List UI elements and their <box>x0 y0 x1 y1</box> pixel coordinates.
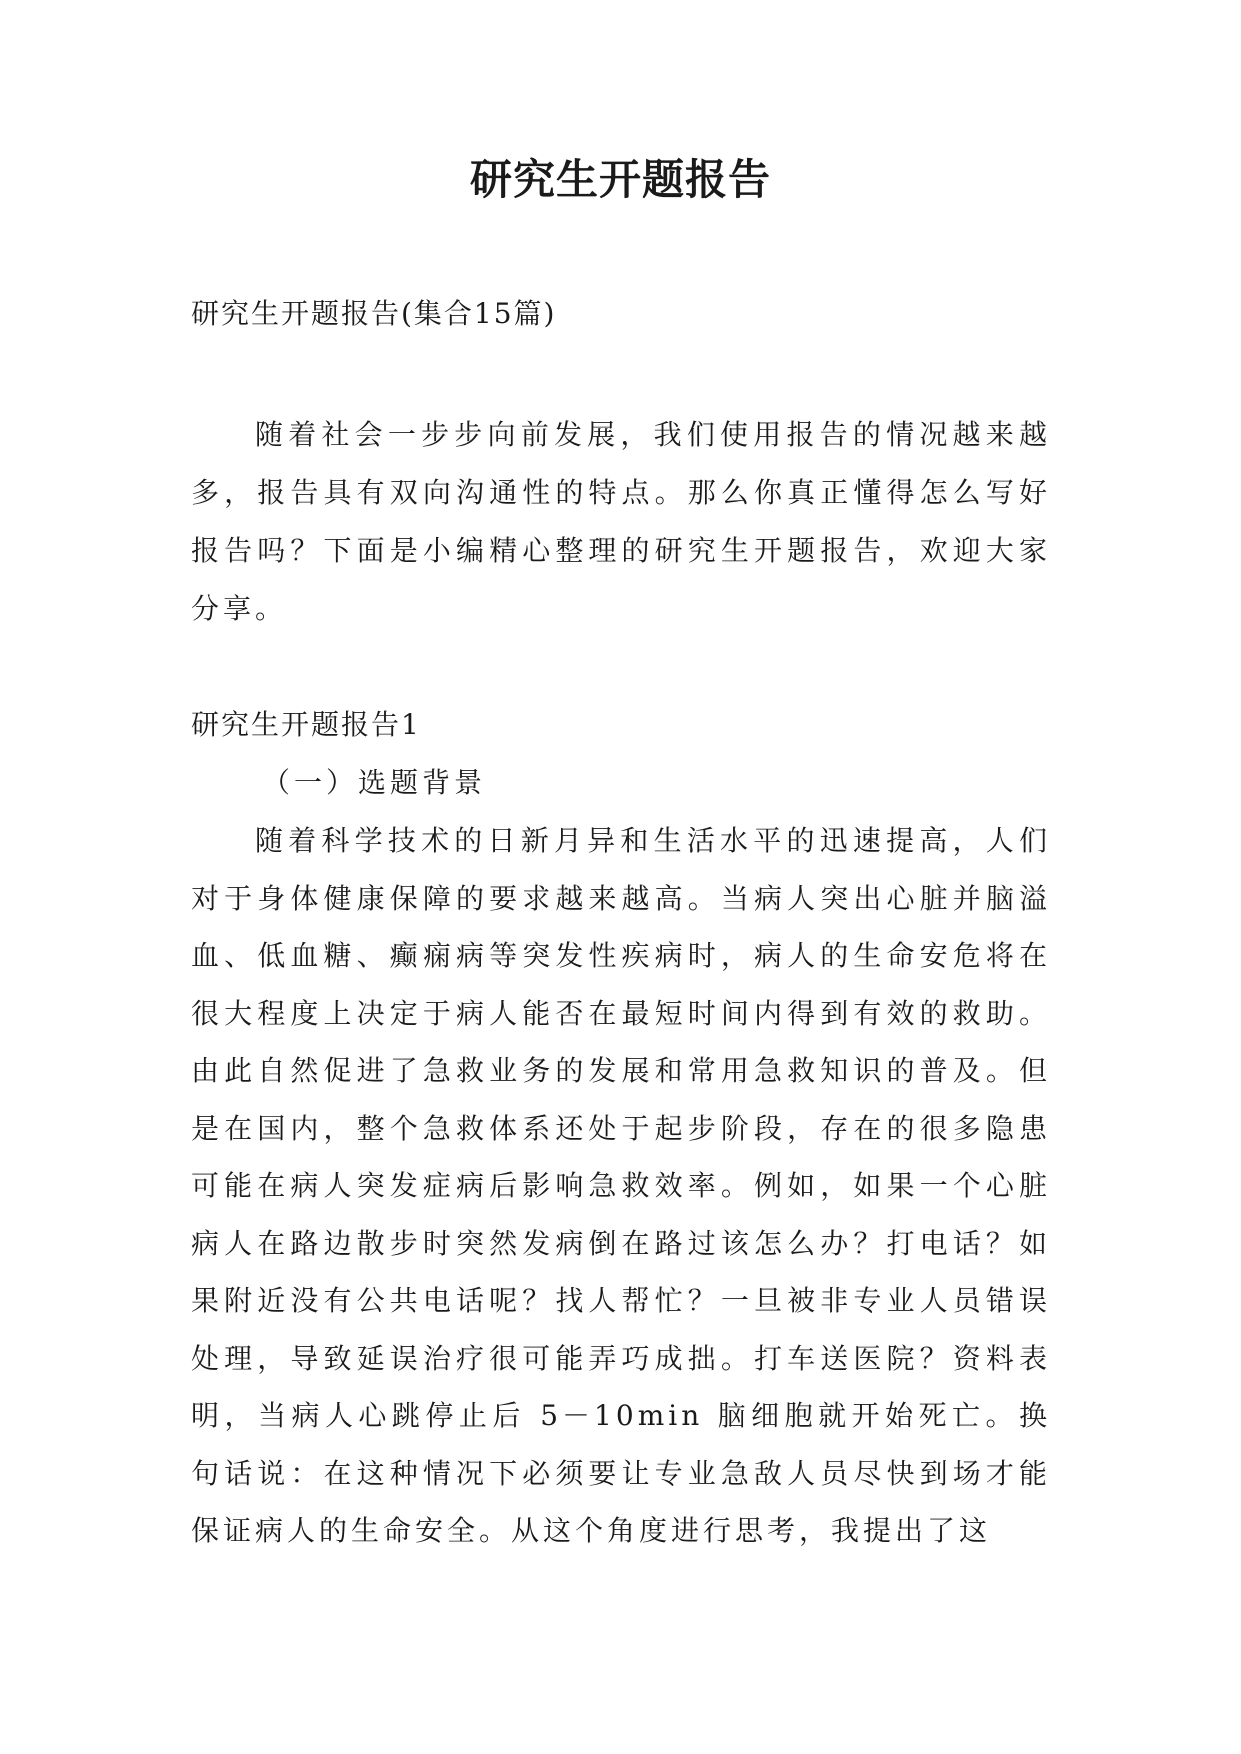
document-subtitle: 研究生开题报告(集合15篇) <box>191 297 557 330</box>
document-title: 研究生开题报告 <box>469 155 771 204</box>
section-subheading: （一）选题背景 <box>262 766 487 799</box>
section-title: 研究生开题报告1 <box>191 708 421 741</box>
body-paragraph: 随着科学技术的日新月异和生活水平的迅速提高，人们对于身体健康保障的要求越来越高。当病人突出心脏并脑溢血、低血糖、癫痫病等突发性疾病时，病人的生命安危将在很大程度上决定于病人能否在最短时间内得到有效的救助。由此自然促进了急救业务的发展和常用急救知识的普及。但是在国内，整个急救体系还处于起步阶段，存在的很多隐患可能在病人突发症病后影响急救效率。例如，如果一个心脏病人在路边散步时突然发病倒在路过该怎么办？打电话？如果附近没有公共电话呢？找人帮忙？一旦被非专业人员错误处理，导致延误治疗很可能弄巧成拙。打车送医院？资料表明，当病人心跳停止后 5－10min 脑细胞就开始死亡。换句话说：在这种情况下必须要让专业急敌人员尽快到场才能保证病人的生命安全。从这个角度进行思考，我提出了这 <box>191 824 1051 1547</box>
intro-paragraph: 随着社会一步步向前发展，我们使用报告的情况越来越多，报告具有双向沟通性的特点。那么你真正懂得怎么写好报告吗？下面是小编精心整理的研究生开题报告，欢迎大家分享。 <box>191 418 1051 625</box>
